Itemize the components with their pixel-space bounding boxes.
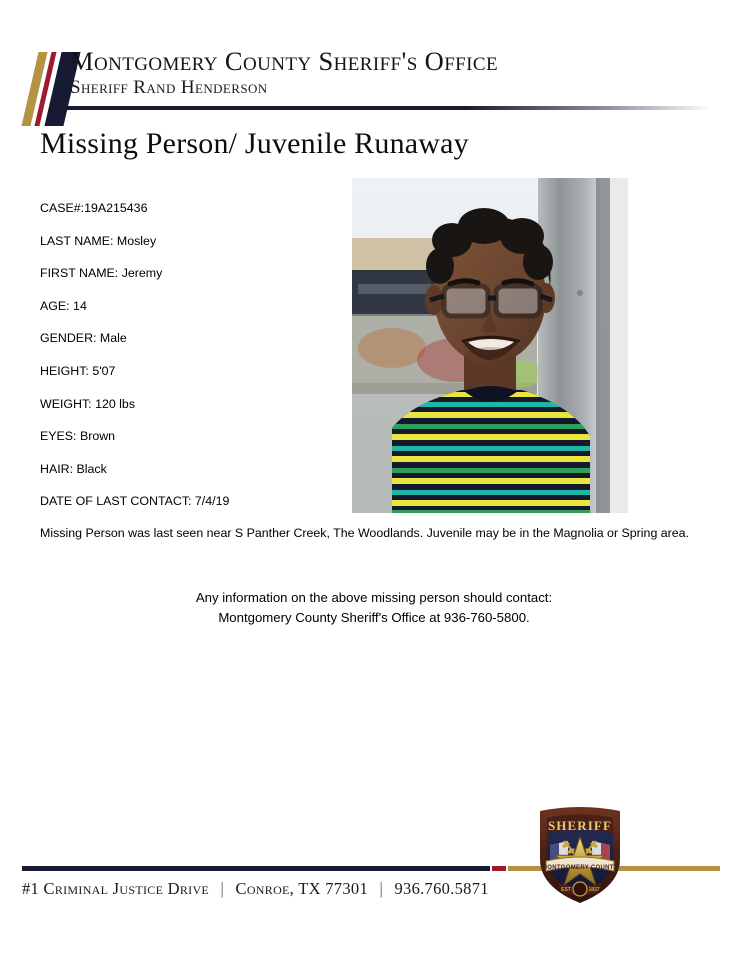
badge-bottom-text-right: 1837: [588, 887, 600, 893]
detail-last-name: LAST NAME: Mosley: [40, 233, 157, 248]
sheriff-name: Sheriff Rand Henderson: [70, 76, 268, 98]
footer-phone: 936.760.5871: [394, 879, 489, 898]
header-divider: [62, 106, 713, 110]
footer-bar-red: [492, 866, 506, 871]
detail-eyes: EYES: Brown: [40, 429, 116, 444]
detail-gender: GENDER: Male: [40, 331, 127, 346]
contact-line-2: Montgomery County Sheriff's Office at 936-760-5800.: [218, 610, 530, 626]
agency-name: Montgomery County Sheriff's Office: [70, 46, 498, 76]
contact-line-1: Any information on the above missing person should contact:: [195, 590, 553, 605]
detail-age: AGE: 14: [40, 298, 87, 313]
narrative-text: Missing Person was last seen near S Panther Creek, The Woodlands. Juvenile may be in the Magnolia or Spring area.: [40, 526, 690, 540]
subject-details-list: [40, 202, 340, 528]
footer-separator-2: |: [379, 879, 384, 898]
detail-height: HEIGHT: 5'07: [40, 363, 116, 378]
header-text-block: [70, 48, 498, 99]
detail-case-number: CASE#:19A215436: [40, 201, 148, 215]
detail-last-contact: DATE OF LAST CONTACT: 7/4/19: [40, 494, 230, 509]
badge-bottom-text-left: EST: [561, 887, 571, 893]
footer-contact-info: [22, 879, 489, 899]
detail-hair: HAIR: Black: [40, 461, 107, 476]
footer-address: #1 Criminal Justice Drive: [22, 879, 210, 898]
contact-block: [40, 588, 708, 629]
footer-bar-navy: [22, 866, 490, 871]
agency-header: [0, 48, 742, 120]
footer-separator-1: |: [220, 879, 225, 898]
detail-first-name: FIRST NAME: Jeremy: [40, 266, 163, 281]
badge-ribbon-text: MONTGOMERY COUNTY: [541, 865, 619, 871]
page-title: Missing Person/ Juvenile Runaway: [40, 127, 469, 160]
footer-city-state-zip: Conroe, TX 77301: [235, 879, 368, 898]
detail-weight: WEIGHT: 120 lbs: [40, 396, 136, 411]
subject-photo: [352, 178, 628, 513]
sheriff-badge-icon: [528, 801, 632, 907]
badge-top-text: SHERIFF: [547, 818, 613, 833]
